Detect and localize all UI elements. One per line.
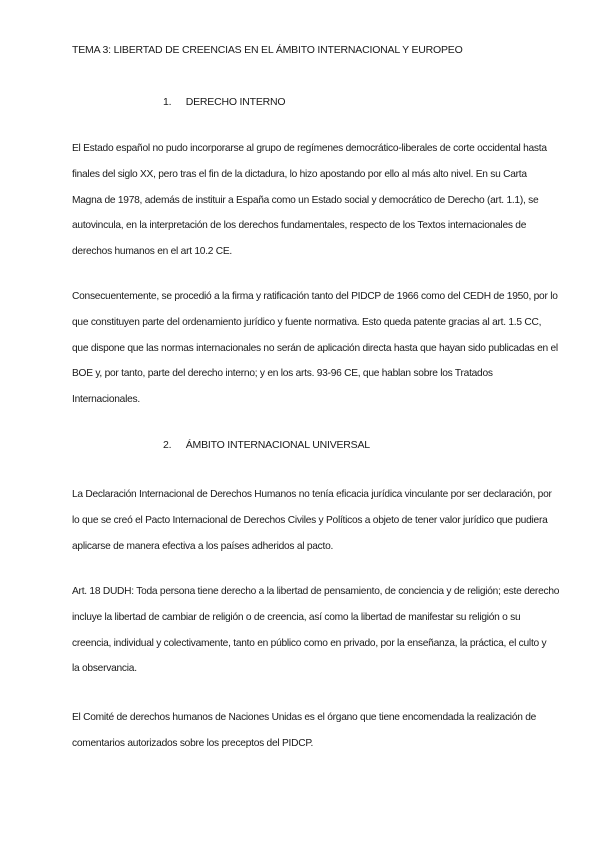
paragraph-derecho-interno-1 (72, 136, 547, 265)
section-title: ÁMBITO INTERNACIONAL UNIVERSAL (185, 439, 370, 451)
text-line: que dispone que las normas internacionales no serán de aplicación directa hasta que hayan sido publicadas en el (72, 342, 558, 354)
paragraph-derecho-interno-2 (72, 284, 558, 413)
section-heading-2 (163, 439, 370, 451)
paragraph-ambito-universal-1 (72, 482, 552, 559)
document-title: TEMA 3: LIBERTAD DE CREENCIAS EN EL ÁMBITO INTERNACIONAL Y EUROPEO (72, 44, 463, 56)
section-number: 1. (163, 96, 172, 108)
text-line: autovincula, en la interpretación de los derechos fundamentales, respecto de los Textos internacionales de (72, 220, 527, 232)
section-heading-1 (163, 96, 285, 108)
text-line: aplicarse de manera efectiva a los países adheridos al pacto. (72, 540, 334, 552)
section-title: DERECHO INTERNO (185, 96, 286, 108)
text-line: El Comité de derechos humanos de Naciones Unidas es el órgano que tiene encomendada la realización de (72, 712, 537, 723)
text-line: La Declaración Internacional de Derechos Humanos no tenía eficacia jurídica vinculante por ser declaración, por (72, 489, 552, 500)
text-line: Magna de 1978, además de instituir a España como un Estado social y democrático de Derecho (art. 1.1), se (72, 194, 539, 206)
text-line: lo que se creó el Pacto Internacional de Derechos Civiles y Políticos a objeto de tener valor jurídico que pudiera (72, 514, 548, 526)
text-line: BOE y, por tanto, parte del derecho interno; y en los arts. 93-96 CE, que hablan sobre los Tratados (72, 368, 493, 380)
text-line: creencia, individual y colectivamente, tanto en público como en privado, por la enseñanza, la práctica, el culto y (72, 637, 547, 649)
text-line: derechos humanos en el art 10.2 CE. (72, 246, 233, 258)
text-line: que constituyen parte del ordenamiento jurídico y fuente normativa. Esto queda patente gracias al art. 1.5 CC, (72, 316, 542, 328)
text-line: finales del siglo XX, pero tras el fin de la dictadura, lo hizo apostando por ello al más alto nivel. En su Carta (72, 168, 527, 180)
section-number: 2. (163, 439, 172, 451)
paragraph-comite-ddhh (72, 705, 537, 757)
text-line: Art. 18 DUDH: Toda persona tiene derecho a la libertad de pensamiento, de conciencia y de religión; este derecho (72, 586, 560, 597)
text-line: la observancia. (72, 663, 137, 675)
text-line: Consecuentemente, se procedió a la firma y ratificación tanto del PIDCP de 1966 como del CEDH de 1950, por lo (72, 291, 558, 302)
text-line: incluye la libertad de cambiar de religión o de creencia, así como la libertad de manifestar su religión o su (72, 611, 521, 623)
paragraph-art-18-dudh (72, 579, 560, 682)
text-line: comentarios autorizados sobre los preceptos del PIDCP. (72, 737, 314, 749)
text-line: El Estado español no pudo incorporarse al grupo de regímenes democrático-liberales de corte occidental hasta (72, 143, 547, 154)
text-line: Internacionales. (72, 394, 140, 406)
